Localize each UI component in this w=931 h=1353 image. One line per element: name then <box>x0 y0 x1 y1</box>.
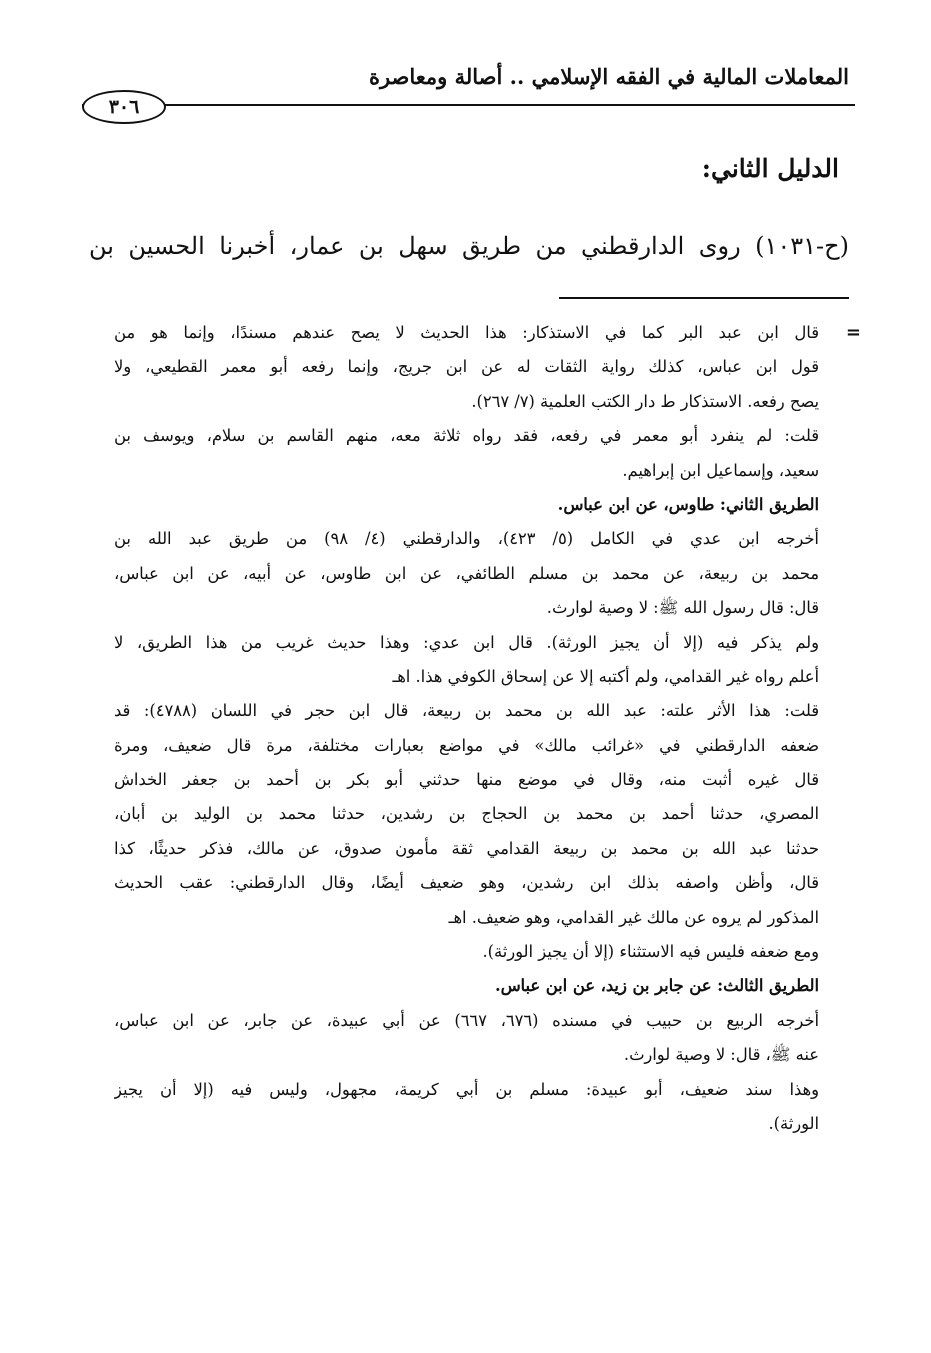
footnotes-block <box>114 316 819 1141</box>
footnote-line: أخرجه ابن عدي في الكامل (٥/ ٤٢٣)، والدارقطني (٤/ ٩٨) من طريق عبد الله بن <box>114 529 819 549</box>
footnote-line: المذكور لم يروه عن مالك غير القدامي، وهو ضعيف. اهـ <box>448 907 819 927</box>
footnote-line: يصح رفعه. الاستذكار ط دار الكتب العلمية (٧/ ٢٦٧). <box>471 391 819 411</box>
footnote-line: قول ابن عباس، كذلك رواية الثقات له عن ابن جريج، وإنما رفعه أبو معمر القطيعي، ولا <box>114 357 819 377</box>
footnote-line: سعيد، وإسماعيل ابن إبراهيم. <box>622 460 819 480</box>
footnote-line: قال غيره أثبت منه، وقال في موضع منها حدثني أبو بكر بن أحمد بن جعفر الخداش <box>114 770 819 790</box>
footnote-continuation-marker: = <box>845 322 861 343</box>
footnote-line: قال: قال رسول الله ﷺ: لا وصية لوارث. <box>546 598 819 618</box>
footnote-line: قال ابن عبد البر كما في الاستذكار: هذا الحديث لا يصح عندهم مسندًا، وإنما هو من <box>114 323 819 342</box>
footnote-line: محمد بن ربيعة، عن محمد بن مسلم الطائفي، عن ابن طاوس، عن أبيه، عن ابن عباس، <box>114 563 819 583</box>
page-number: ٣٠٦ <box>82 90 166 124</box>
footnote-line: قلت: هذا الأثر علته: عبد الله بن محمد بن ربيعة، قال ابن حجر في اللسان (٤٧٨٨): قد <box>114 701 819 721</box>
footnote-line: وهذا سند ضعيف، أبو عبيدة: مسلم بن أبي كريمة، مجهول، وليس فيه (إلا أن يجيز <box>114 1079 819 1099</box>
footnote-line: الورثة). <box>768 1113 819 1133</box>
footnote-line: المصري، حدثنا أحمد بن محمد بن الحجاج بن رشدين، حدثنا محمد بن الوليد بن أبان، <box>114 804 819 824</box>
footnote-line: أعلم رواه غير القدامي، ولم أكتبه إلا عن إسحاق الكوفي هذا. اهـ <box>392 666 819 686</box>
footnote-subheading: الطريق الثاني: طاوس، عن ابن عباس. <box>557 494 819 514</box>
footnote-subheading: الطريق الثالث: عن جابر بن زيد، عن ابن عباس. <box>494 976 819 996</box>
footnote-line: عنه ﷺ، قال: لا وصية لوارث. <box>623 1045 819 1065</box>
footnote-divider <box>559 297 849 299</box>
footnote-line: حدثنا عبد الله بن محمد بن ربيعة القدامي ثقة مأمون صدوق، عن مالك، فذكر حديثًا، كذا <box>114 838 819 858</box>
header-divider <box>82 104 855 106</box>
footnote-line: قلت: لم ينفرد أبو معمر في رفعه، فقد رواه ثلاثة معه، منهم القاسم بن سلام، ويوسف بن <box>114 426 819 446</box>
main-text-line: (ح-١٠٣١) روى الدارقطني من طريق سهل بن عمار، أخبرنا الحسين بن <box>89 232 849 260</box>
running-header-title: المعاملات المالية في الفقه الإسلامي .. أصالة ومعاصرة <box>368 64 849 89</box>
footnote-line: ضعفه الدارقطني في «غرائب مالك» في مواضع بعبارات مختلفة، مرة قال ضعيف، ومرة <box>114 735 819 755</box>
footnote-line: ولم يذكر فيه (إلا أن يجيز الورثة). قال ابن عدي: وهذا حديث غريب من هذا الطريق، لا <box>114 632 819 652</box>
footnote-line: ومع ضعفه فليس فيه الاستثناء (إلا أن يجيز الورثة). <box>482 942 819 962</box>
footnote-line: أخرجه الربيع بن حبيب في مسنده (٦٧٦، ٦٦٧) عن أبي عبيدة، عن جابر، عن ابن عباس، <box>114 1010 819 1030</box>
footnote-line: قال، وأظن واصفه بذلك ابن رشدين، وهو ضعيف أيضًا، وقال الدارقطني: عقب الحديث <box>114 873 819 893</box>
section-heading: الدليل الثاني: <box>701 154 839 183</box>
